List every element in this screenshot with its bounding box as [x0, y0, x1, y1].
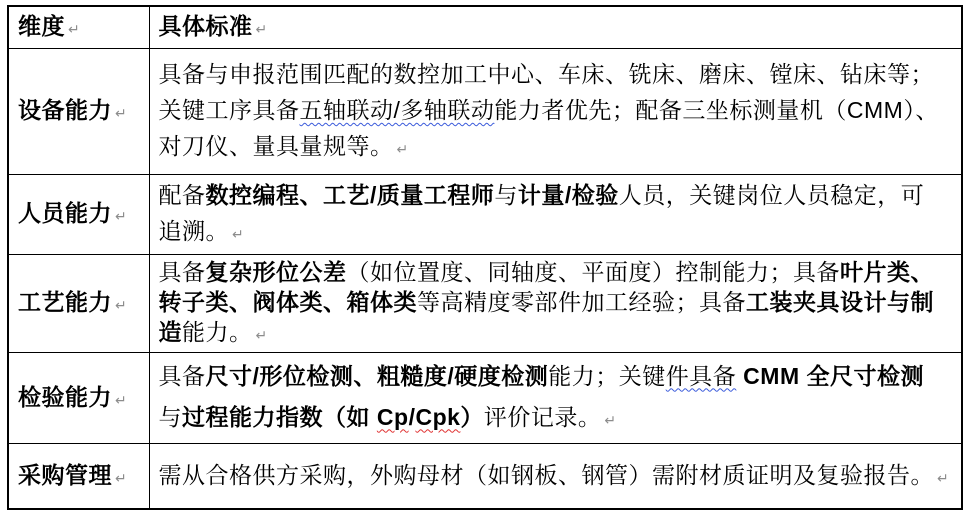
text-run: 工艺能力 [18, 289, 112, 315]
text-line [159, 356, 954, 397]
text-line [159, 213, 954, 252]
text-run: 复杂形位公差 [205, 259, 347, 285]
cell-personnel-standard[interactable] [149, 175, 962, 255]
cell-equipment-standard[interactable] [149, 49, 962, 175]
text-run: 维度 [18, 13, 65, 39]
text-run: 设备能力 [18, 97, 112, 123]
cell-process-standard[interactable] [149, 255, 962, 353]
cell-inspection-standard[interactable] [149, 353, 962, 444]
text-run: 数控编程、工艺/质量工程师 [205, 182, 495, 208]
text-run: 计量/检验 [517, 182, 619, 208]
text-line [159, 177, 954, 213]
text-run: 具备与申报范围匹配的数控加工中心、车床、铣床、磨床、镗床、钻床等； [158, 61, 934, 87]
row-label-process[interactable] [8, 255, 149, 353]
row-label-inspection[interactable] [8, 353, 149, 444]
paragraph-mark: ↵ [115, 469, 127, 486]
text-run: （如位置度、同轴度、平面度）控制能力；具备 [346, 259, 840, 285]
table-header-row [8, 6, 962, 49]
text-run: CMM 全尺寸检测 [743, 362, 924, 389]
header-cell-dimension[interactable] [8, 6, 149, 49]
table-row-personnel [8, 175, 962, 255]
row-label-procurement[interactable] [8, 444, 149, 510]
paragraph-mark: ↵ [115, 105, 127, 121]
text-line [159, 257, 954, 287]
text-run: 关键工序具备 [158, 97, 300, 123]
text-run: Cp [376, 403, 409, 430]
text-run: / [408, 403, 416, 430]
text-run: 追溯。 [158, 218, 229, 244]
paragraph-mark: ↵ [68, 21, 80, 37]
header-cell-standard[interactable] [149, 6, 962, 49]
text-run: 具体标准 [158, 13, 253, 39]
text-run: 叶片类、 [840, 259, 934, 285]
paragraph-mark: ↵ [604, 411, 617, 428]
text-line [18, 196, 141, 233]
text-run: 件具备 [665, 362, 737, 389]
text-run: 造 [158, 319, 182, 345]
text-run: 尺寸/形位检测、粗糙度/硬度检测 [205, 362, 549, 389]
text-line [159, 56, 954, 92]
text-run: 能力。 [182, 319, 253, 345]
paragraph-mark: ↵ [115, 391, 127, 408]
paragraph-mark: ↵ [396, 141, 409, 157]
text-run: 检验能力 [18, 383, 112, 410]
text-run: ） [460, 403, 484, 430]
text-run: 与 [158, 403, 182, 430]
text-line [159, 92, 954, 128]
text-run: 配备 [158, 182, 206, 208]
paragraph-mark: ↵ [115, 297, 127, 313]
text-run: 转子类、阀体类、箱体类 [158, 289, 417, 315]
text-line [159, 128, 954, 167]
text-run: 能力；关键 [548, 362, 666, 389]
text-run: 等高精度零部件加工经验；具备 [417, 289, 746, 315]
paragraph-mark: ↵ [255, 21, 268, 37]
text-run: Cpk [415, 403, 461, 430]
text-run: 人员，关键岗位人员稳定，可 [618, 182, 925, 208]
text-run: 能力者优先；配备三坐标测量机（CMM）、 [494, 97, 939, 123]
text-line [159, 460, 954, 493]
row-label-personnel[interactable] [8, 175, 149, 255]
text-line [18, 93, 141, 130]
text-line [18, 380, 141, 417]
text-run: 与 [494, 182, 518, 208]
text-run: 人员能力 [18, 200, 112, 226]
table-row-procurement [8, 444, 962, 510]
text-run: 五轴联动/多轴联动 [299, 97, 495, 123]
capability-standards-table [7, 5, 963, 510]
paragraph-mark: ↵ [115, 208, 127, 224]
text-run: 具备 [158, 362, 206, 389]
text-line [18, 458, 141, 495]
cell-procurement-standard[interactable] [149, 444, 962, 510]
text-run: 评价记录。 [483, 403, 602, 430]
table-row-equipment [8, 49, 962, 175]
table-row-inspection [8, 353, 962, 444]
paragraph-mark: ↵ [232, 226, 244, 242]
text-run: 采购管理 [18, 461, 112, 488]
text-line [159, 317, 954, 350]
paragraph-mark: ↵ [937, 469, 949, 486]
text-run: 需从合格供方采购，外购母材（如钢板、钢管）需附材质证明及复验报告。 [158, 461, 934, 488]
text-run: 过程能力指数（如 [182, 403, 377, 430]
row-label-equipment[interactable] [8, 49, 149, 175]
text-run: 工装夹具设计与制 [746, 289, 934, 315]
text-line [159, 397, 954, 441]
text-line [159, 287, 954, 317]
text-run: 对刀仪、量具量规等。 [158, 133, 394, 159]
text-run: 具备 [158, 259, 206, 285]
text-line [18, 285, 141, 322]
paragraph-mark: ↵ [255, 327, 268, 343]
text-line [18, 9, 141, 46]
text-line [159, 9, 954, 46]
table-row-process [8, 255, 962, 353]
